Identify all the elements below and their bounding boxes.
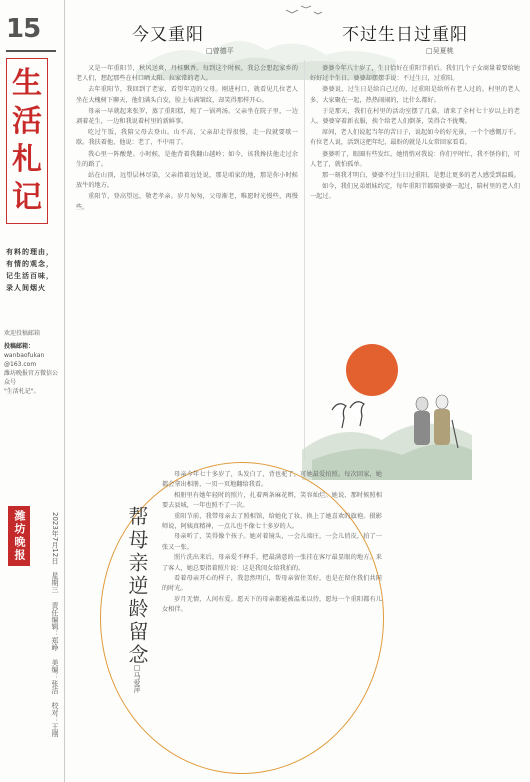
paragraph: 如今，我们兄弟姐妹约定，每年重阳节都陪婆婆一起过，陪村里的老人们一起过。 [310,183,520,201]
paragraph: 吃过午饭，我陪父母去登山。山不高，父亲却走得很慢，走一段就要歇一歇。我扶着他，他说：老了，不中用了。 [76,129,298,147]
brand-logo [8,506,30,566]
issue-date: 2023年7月12日 [51,512,59,565]
paragraph: 又是一年重阳节，秋风送爽，丹桂飘香。每到这个时候，我总会想起家乡的老人们，想起那些在村口晒太阳、拉家常的老人。 [76,65,298,83]
page-number-rule [6,50,56,52]
contact-line: 潍坊晚报官方微信公众号 [4,370,59,386]
section-title [6,58,48,224]
paragraph: 我心里一阵酸楚。小时候，是他背着我翻山越岭；如今，该我搀扶他走过余生的路了。 [76,150,298,168]
section-description: 有料的理由，有情的观念，记生活百味，录人间烟火 [6,248,54,292]
bottom-article-byline: □马爱萍 [133,664,141,693]
contact-label: 欢迎投稿邮箱 [4,330,41,337]
paragraph: 母亲一早就起来张罗，蒸了重阳糕，炖了一锅鸡汤。父亲坐在院子里，一边剥着花生，一边和我说着村里的新鲜事。 [76,107,298,126]
contact-line: wanbaofukan [4,352,45,359]
section-title-char: 记 [12,180,42,215]
left-article-byline: □曾德平 [206,47,234,55]
section-title-char: 生 [12,66,42,101]
paragraph: 重阳节前，我带母亲去了照相馆，给她化了妆，换上了她喜欢的旗袍。摄影师说，阿姨真精神，一点儿也不像七十多岁的人。 [162,512,382,531]
contact-info [4,342,60,396]
brand-name: 潍坊晚报 [13,510,26,562]
paragraph: 母亲今年七十多岁了，头发白了，背也驼了，可她最爱拍照。每次回家，她都会拿出相册，一页一页地翻给我看。 [162,471,382,489]
issue-proofreader: 校对：王刚 [51,702,59,738]
left-article-body [76,64,298,464]
section-title-char: 札 [12,142,42,177]
paragraph: 重阳节，登高望远，敬老孝亲。岁月匆匆，父母渐老，唯愿时光慢些，再慢些。 [76,193,298,211]
contact-line: @163.com [4,361,37,368]
page-sidebar [0,0,65,782]
paragraph: 岁月无情，人间有爱。愿天下的母亲都能被温柔以待，愿每一个重阳都有儿女相伴。 [162,595,382,614]
right-article-title: 不过生日过重阳 [342,25,468,45]
right-article-byline: □吴夏桃 [426,47,454,55]
issue-weekday: 星期三 [51,572,59,594]
issue-info [34,512,60,772]
elderly-couple-illustration [302,330,472,480]
issue-editor: 责任编辑：郑峥 [51,601,59,651]
paragraph: 相册里有她年轻时的照片，扎着两条麻花辫，笑容灿烂。她说，那时候照相要去县城，一年也照不了一次。 [162,491,382,510]
paragraph: 母亲听了，笑得像个孩子。她对着镜头，一会儿端庄，一会儿俏皮，拍了一张又一张。 [162,533,382,551]
paragraph: 看着母亲开心的样子，我忽然明白，帮母亲留住美好，也是在留住我们共同的时光。 [162,575,382,593]
main-content [66,0,528,782]
contact-line: 投稿邮箱： [4,343,35,350]
bottom-article-body [162,470,382,768]
paragraph: 婆婆说，过生日是给自己过的，过重阳是给所有老人过的。村里的老人多，大家聚在一起，热热闹闹的，比什么都好。 [310,86,520,104]
issue-designer: 美编：张洁 [51,658,59,694]
right-article-body [310,64,520,334]
bottom-article-title: 帮母亲逆龄留念 [125,506,149,667]
paragraph: 站在山顶，远望层林尽染，父亲指着远处说，那是咱家的地，那是你小时候放牛的地方。 [76,172,298,190]
paragraph: 去年重阳节，我回到了老家，看望年迈的父母。刚进村口，就看见几位老人坐在大槐树下聊天，他们满头白发，脸上布满皱纹，却笑得那样开心。 [76,86,298,104]
contact-line: "生活札记"。 [4,388,40,395]
section-title-char: 活 [12,104,42,139]
paragraph: 照片洗出来后，母亲爱不释手，把最满意的一张挂在客厅最显眼的地方。来了客人，她总要指着照片说：这是我闺女给我拍的。 [162,554,382,572]
paragraph: 那一刻我才明白，婆婆不过生日过重阳，是想让更多的老人感受到温暖。 [322,172,520,180]
paragraph: 婆婆今年八十岁了，生日恰好在重阳节前后。我们几个子女商量着要给她好好过个生日，婆婆却摆摆手说：不过生日，过重阳。 [310,65,520,83]
paragraph: 婆婆听了，眼圈有些发红。她悄悄对我说：你们平时忙，我不怪你们，可人老了，就怕孤单。 [310,150,520,168]
paragraph: 于是那天，我们在村里的活动室摆了几桌，请来了全村七十岁以上的老人。婆婆穿着新衣服，挨个给老人们倒茶，笑得合不拢嘴。 [310,107,520,126]
page-number: 15 [6,14,41,44]
paragraph: 席间，老人们说起当年的苦日子，说起如今的好光景，一个个感慨万千。有位老人说，活到这把年纪，最盼的就是儿女常回家看看。 [310,129,520,147]
left-article-title: 今又重阳 [132,25,204,45]
